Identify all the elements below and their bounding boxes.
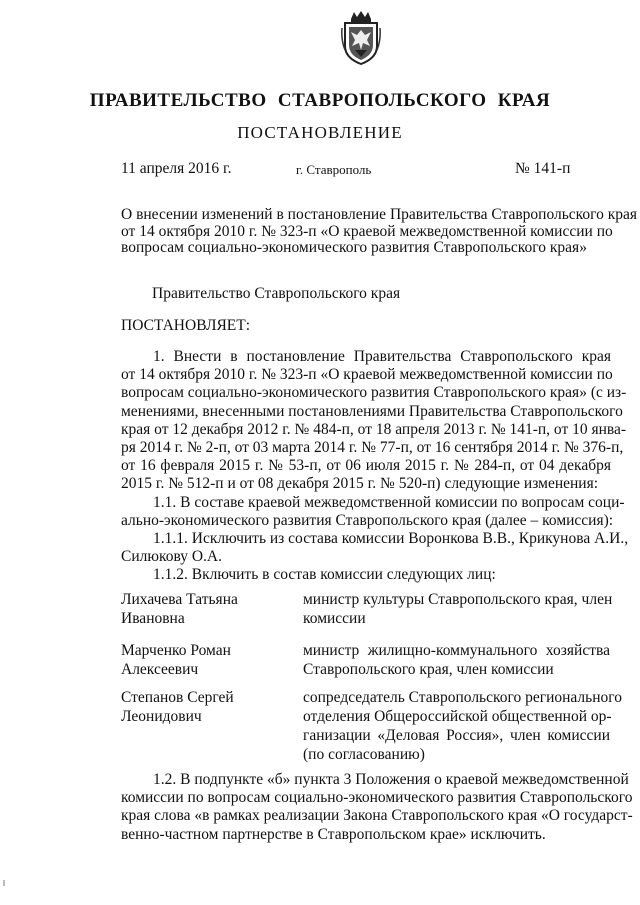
document-subject (121, 206, 638, 257)
text-line: 1.1.1. Исключить из состава комиссии Воронкова В.В., Крикунова А.И., (153, 530, 629, 548)
text-line: комиссии по вопросам социально-экономического развития Ставропольского (121, 789, 633, 807)
text-line: 1.1.2. Включить в состав комиссии следующих лиц: (153, 566, 496, 584)
text-line: от 16 февраля 2015 г. № 53-п, от 06 июля 2015 г. № 284-п, от 04 декабря (121, 457, 611, 475)
text-line: 2015 г. № 512-п и от 08 декабря 2015 г. № 520-п) следующие изменения: (121, 475, 599, 493)
member-name: Марченко Роман Алексеевич (121, 642, 231, 678)
text-line: венно-частном партнерстве в Ставропольском крае» исключить. (121, 825, 546, 843)
paragraph-2 (121, 771, 633, 844)
member-role: министр жилищно-коммунального хозяйства Ставропольского края, член комиссии (303, 642, 610, 678)
text-line: 1.1. В составе краевой межведомственной комиссии по вопросам соци- (153, 493, 625, 511)
member-entry (121, 688, 622, 763)
subject-line: О внесении изменений в постановление Правительства Ставропольского края (121, 206, 638, 223)
member-role: министр культуры Ставропольского края, член комиссии (303, 591, 613, 627)
stavropol-coat-of-arms-icon (341, 10, 381, 66)
preamble-resolves: ПОСТАНОВЛЯЕТ: (121, 317, 251, 334)
preamble-government: Правительство Ставропольского края (152, 285, 401, 302)
document-date: 11 апреля 2016 г. (121, 160, 232, 177)
text-line: вопросам социально-экономического развития Ставропольского края» (с из- (121, 384, 627, 402)
text-line: 1. Внести в постановление Правительства Ставропольского края (153, 348, 611, 365)
subject-line: от 14 октября 2010 г. № 323-п «О краевой межведомственной комиссии по (121, 222, 613, 240)
text-line: 1.2. В подпункте «б» пункта 3 Положения о краевой межведомственной (153, 771, 629, 788)
member-entry (121, 641, 611, 691)
text-line: от 14 октября 2010 г. № 323-п «О краевой межведомственной комиссии по (121, 366, 613, 384)
member-entry (121, 590, 611, 640)
member-role: сопредседатель Ставропольского регионального отделения Общероссийской общественной ор- ганизации «Деловая Россия», член комиссии (по согласованию) (303, 689, 622, 763)
text-line: края от 12 декабря 2012 г. № 484-п, от 18 апреля 2013 г. № 141-п, от 10 янва- (121, 420, 627, 438)
member-name: Лихачева Татьяна Ивановна (121, 591, 238, 627)
page-title: ПРАВИТЕЛЬСТВО СТАВРОПОЛЬСКОГО КРАЯ (89, 90, 551, 111)
text-line: Силюкову О.А. (121, 548, 222, 566)
subject-line: вопросам социально-экономического развития Ставропольского края» (121, 239, 587, 256)
document-city: г. Ставрополь (296, 162, 372, 177)
text-line: ально-экономического развития Ставропольского края (далее – комиссия): (121, 511, 614, 529)
paragraph-1 (121, 348, 629, 585)
text-line: менениями, внесенными постановлениями Правительства Ставропольского (121, 402, 623, 420)
member-name: Степанов Сергей Леонидович (121, 689, 234, 725)
text-line: края слова «в рамках реализации Закона Ставропольского края «О государст- (121, 807, 633, 825)
document-number: № 141-п (515, 160, 571, 177)
document-type: ПОСТАНОВЛЕНИЕ (237, 123, 403, 142)
text-line: ря 2014 г. № 2-п, от 03 марта 2014 г. № 77-п, от 16 сентября 2014 г. № 376-п, (121, 439, 624, 457)
scan-edge-mark (3, 880, 5, 886)
